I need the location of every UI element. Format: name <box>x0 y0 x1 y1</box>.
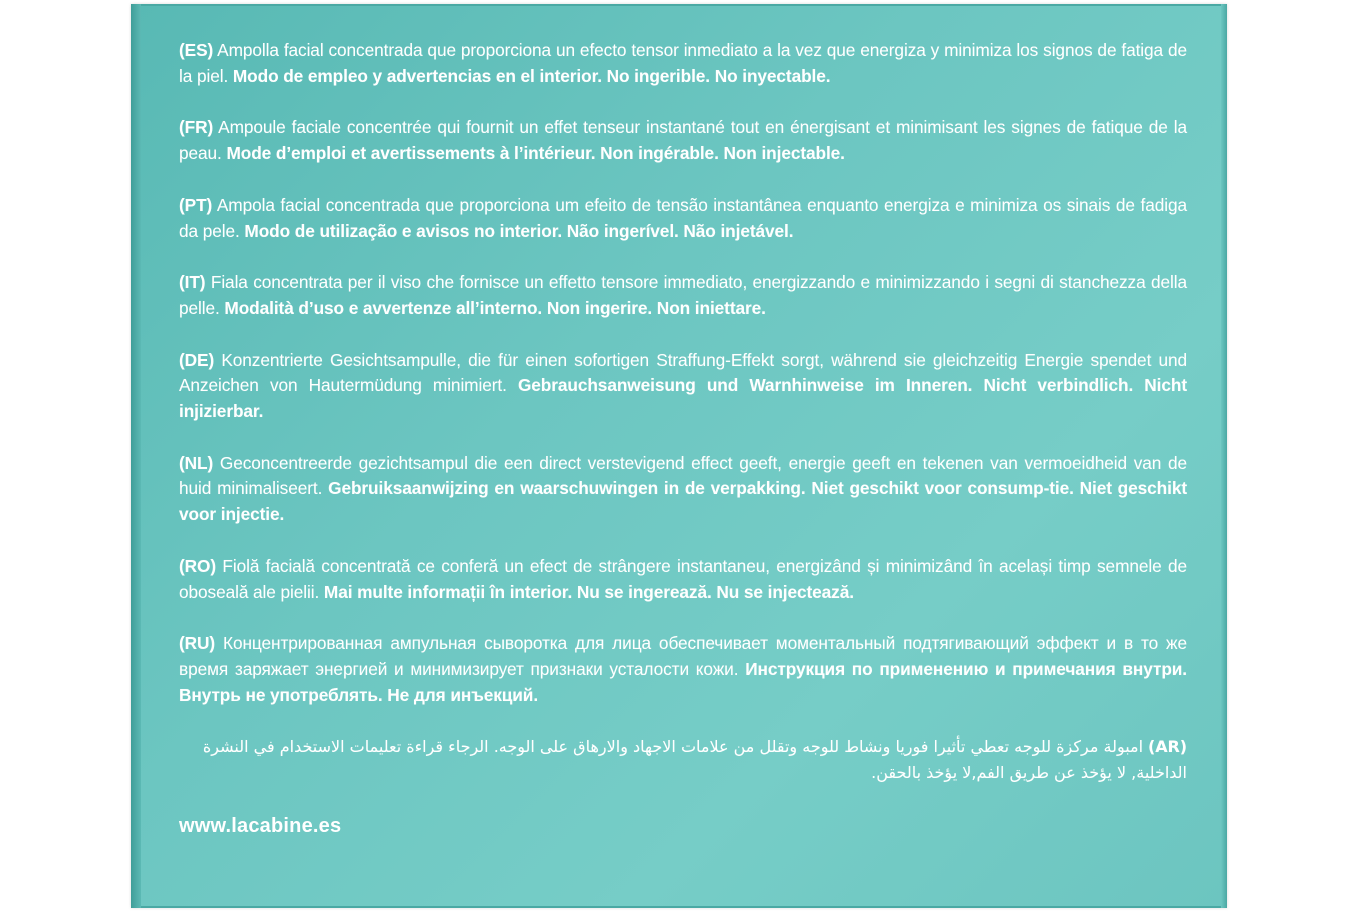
language-code: (DE) <box>179 349 215 370</box>
paragraph-ru <box>179 631 1187 708</box>
language-code: (NL) <box>179 452 214 473</box>
language-code: (PT) <box>179 194 213 215</box>
warning-text: Инструкция по применению и примечания внутри. Внутрь не употреблять. Не для инъекций. <box>179 658 1187 705</box>
paragraph-ar <box>179 734 1187 786</box>
language-code: (AR) <box>1148 737 1187 757</box>
product-box-back <box>131 4 1227 908</box>
description-text: Fiolă facială concentrată ce conferă un efect de strângere instantaneu, energizând și minimizând în același timp semnele de oboseală ale pielii. <box>179 555 1187 602</box>
language-code: (ES) <box>179 40 214 60</box>
description-text: Ampoule faciale concentrée qui fournit un effet tenseur instantané tout en énergisant et minimisant les signes de fatique de la peau. <box>179 117 1187 164</box>
text-block <box>179 38 1187 838</box>
description-text: Концентрированная ампульная сыворотка для лица обеспечивает моментальный подтягивающий эффект и в то же время заряжает энергией и минимизирует признаки усталости кожи. <box>179 633 1187 679</box>
paragraph-de <box>179 348 1187 425</box>
language-code: (RO) <box>179 555 217 576</box>
warning-text: Mai multe informații în interior. Nu se ingerează. Nu se injectează. <box>323 581 854 602</box>
paragraph-fr <box>179 115 1187 166</box>
warning-text: Gebrauchsanweisung und Warnhinweise im Inneren. Nicht verbindlich. Nicht injizierbar. <box>179 375 1187 422</box>
description-text: Ampolla facial concentrada que proporciona un efecto tensor inmediato a la vez que energiza y minimiza los signos de fatiga de la piel. <box>179 40 1188 86</box>
warning-text: Modo de empleo y advertencias en el interior. No ingerible. No inyectable. <box>232 65 831 86</box>
description-text: Ampola facial concentrada que proporciona um efeito de tensão instantânea enquanto energiza e minimiza os sinais de fadiga da pele. <box>179 194 1188 241</box>
language-code: (IT) <box>179 272 206 293</box>
description-text: Konzentrierte Gesichtsampulle, die für einen sofortigen Straffung-Effekt sorgt, während sie gleichzeitig Energie spendet und Anzeichen von Hautermüdung minimiert. <box>179 349 1187 396</box>
warning-text: Modalità d’uso e avvertenze all’interno. Non ingerire. Non iniettare. <box>224 297 766 318</box>
warning-text: Mode d’emploi et avertissements à l’intérieur. Non ingérable. Non injectable. <box>226 143 845 164</box>
website-url: www.lacabine.es <box>179 815 342 838</box>
paragraph-nl <box>179 451 1187 528</box>
paragraph-pt <box>179 193 1187 244</box>
paragraph-it <box>179 270 1187 321</box>
warning-text: Modo de utilização e avisos no interior. Não ingerível. Não injetável. <box>244 220 794 241</box>
paragraph-es <box>179 38 1187 89</box>
language-code: (RU) <box>179 633 216 654</box>
language-code: (FR) <box>179 117 214 138</box>
description-text: امبولة مركزة للوجه تعطي تأثيرا فوريا ونشاط للوجه وتقلل من علامات الاجهاد والارهاق على الوجه. الرجاء قراءة تعليمات الاستخدام في النشرة الداخلية, لا يؤخذ عن طريق الفم,لا يؤخذ بالحقن. <box>202 737 1187 783</box>
description-text: Geconcentreerde gezichtsampul die een direct verstevigend effect geeft, energie geeft en tekenen van vermoeidheid van de huid minimaliseert. <box>179 452 1188 499</box>
paragraph-ro <box>179 554 1187 605</box>
warning-text: Gebruiksaanwijzing en waarschuwingen in de verpakking. Niet geschikt voor consump-tie. Niet geschikt voor injectie. <box>179 478 1187 525</box>
description-text: Fiala concentrata per il viso che fornisce un effetto tensore immediato, energizzando e minimizzando i segni di stanchezza della pelle. <box>179 272 1187 318</box>
